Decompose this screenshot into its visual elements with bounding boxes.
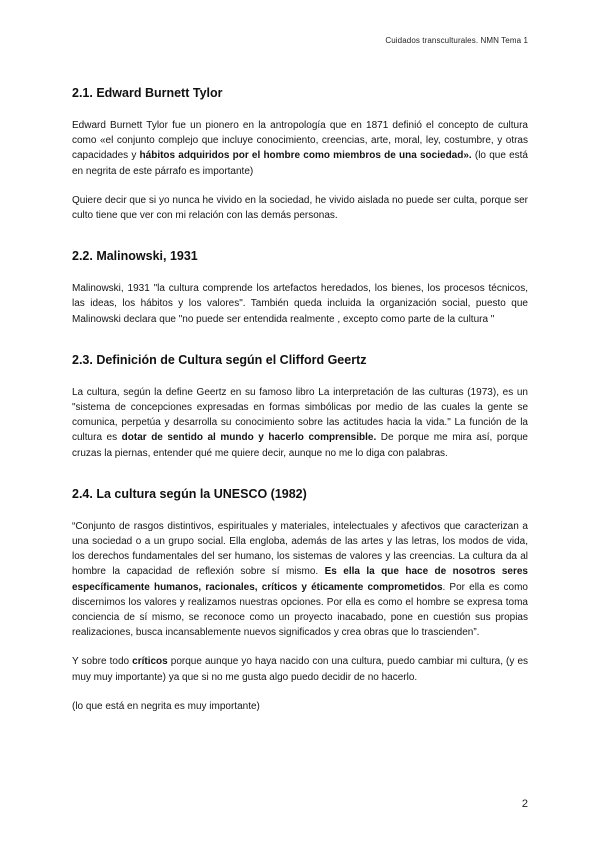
running-header: Cuidados transculturales. NMN Tema 1 <box>385 36 528 45</box>
section-tylor <box>72 86 528 223</box>
section-geertz <box>72 353 528 461</box>
page-number: 2 <box>521 798 528 810</box>
section-unesco <box>72 487 528 714</box>
paragraph-text: porque aunque yo haya nacido con una cultura, puedo cambiar mi cultura, (y es muy muy importante) ya que si no me gusta algo puedo decidir de no hacerlo. <box>72 656 528 683</box>
bold-text: críticos <box>132 656 168 668</box>
bold-text: dotar de sentido al mundo y hacerlo comprensible. <box>121 432 377 444</box>
paragraph-text: “Conjunto de rasgos distintivos, espirituales y materiales, intelectuales y afectivos que caracterizan a una sociedad o a un grupo social. Ella engloba, además de las artes y las letras, los modos de vida, los derechos fundamentales del ser humano, los sistemas de valores y las creencias. La cultura da al hombre la capacidad de reflexión sobre sí mismo. <box>72 520 528 578</box>
paragraph-text: Edward Burnett Tylor fue un pionero en la antropología que en 1871 definió el concepto de cultura como «el conjunto complejo que incluye conocimiento, creencias, arte, moral, ley, costumbre, y otras capacidades y <box>72 120 528 162</box>
paragraph-text: . Por ella es como discernimos los valores y realizamos nuestras opciones. Por ella es como el hombre se expresa toma conciencia de sí mismo, se reconoce como un proyecto inacabado, pone en cuestión sus propias realizaciones, busca incansablemente nuevos significados y crea obras que lo trascienden”. <box>72 581 528 639</box>
paragraph: (lo que está en negrita es muy importante) <box>72 700 260 712</box>
paragraph: Malinowski, 1931 "la cultura comprende los artefactos heredados, los bienes, los procesos técnicos, las ideas, los hábitos y los valores". También queda incluida la organización social, puesto que Malinowski declara que "no puede ser entendida realmente , excepto como parte de la cultura " <box>72 283 528 325</box>
paragraph: Quiere decir que si yo nunca he vivido en la sociedad, he vivido aislada no puede ser culta, porque ser culto tiene que ver con mi relación con las demás personas. <box>72 194 528 222</box>
section-heading: 2.2. Malinowski, 1931 <box>72 249 198 264</box>
paragraph <box>72 654 528 684</box>
bold-text: Es ella la que hace de nosotros seres específicamente humanos, racionales, críticos y éticamente comprometidos <box>72 566 528 593</box>
section-heading: 2.4. La cultura según la UNESCO (1982) <box>72 486 307 501</box>
section-malinowski <box>72 249 528 327</box>
paragraph <box>72 385 528 461</box>
bold-text: hábitos adquiridos por el hombre como miembros de una sociedad». <box>139 150 472 162</box>
page-content <box>72 86 528 728</box>
paragraph <box>72 519 528 641</box>
paragraph-text: (lo que está en negrita de este párrafo es importante) <box>72 150 528 177</box>
paragraph-text: La cultura, según la define Geertz en su famoso libro La interpretación de las culturas (1973), es un "sistema de concepciones expresadas en formas simbólicas por medio de las cuales la gente se comunica, perpetúa y desarrolla su conocimiento sobre las actitudes hacia la vida." La función de la cultura es <box>72 386 528 444</box>
paragraph-text: De porque me mira así, porque cruzas la piernas, entender qué me quiere decir, aunque no me lo diga con palabras. <box>72 432 528 459</box>
paragraph <box>72 118 528 179</box>
section-heading: 2.1. Edward Burnett Tylor <box>72 86 223 100</box>
section-heading: 2.3. Definición de Cultura según el Clifford Geertz <box>72 352 367 367</box>
paragraph-text: Y sobre todo <box>72 656 133 668</box>
